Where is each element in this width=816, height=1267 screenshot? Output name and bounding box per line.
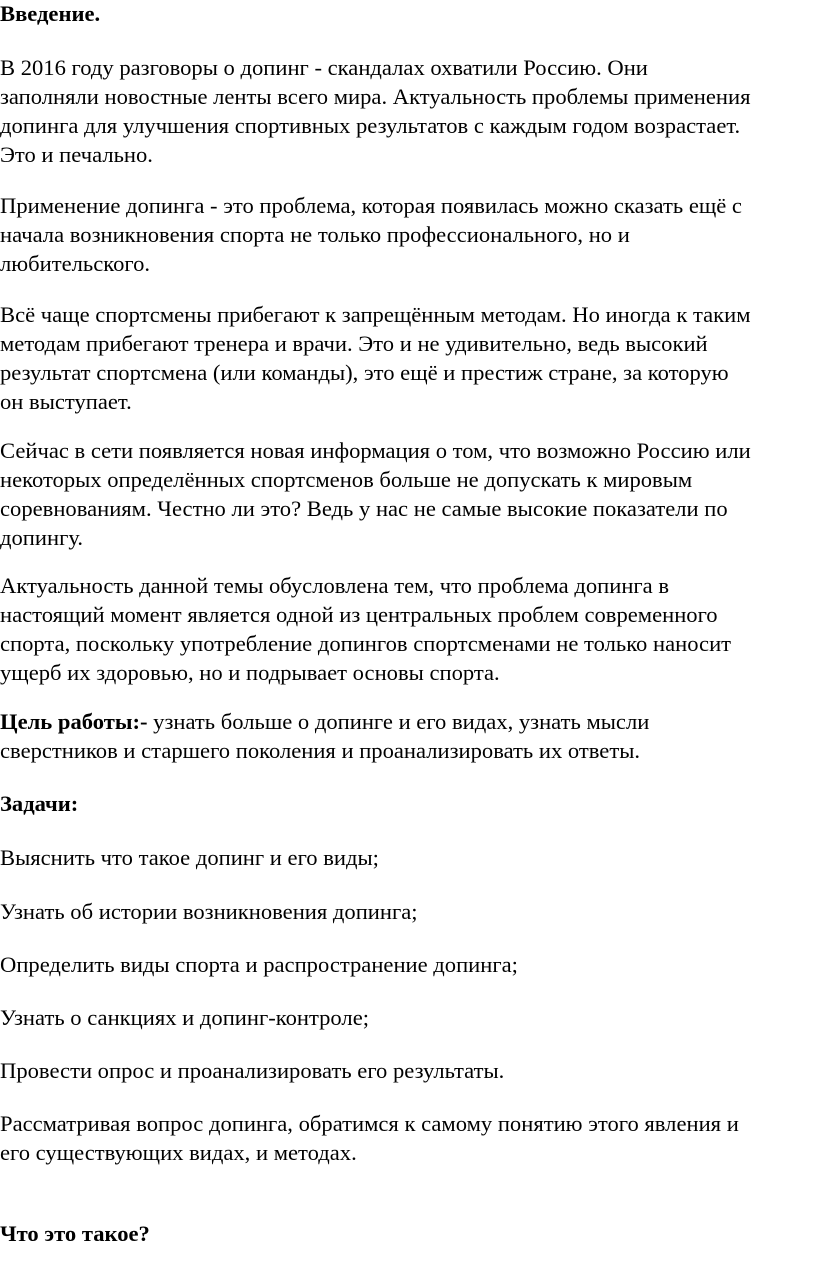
task-item: Узнать о санкциях и допинг-контроле; — [0, 1005, 370, 1030]
intro-heading: Введение. — [0, 1, 101, 26]
paragraph-line: заполняли новостные ленты всего мира. Актуальность проблемы применения — [0, 84, 751, 109]
paragraph-line: Это и печально. — [0, 142, 153, 167]
goal-line: сверстников и старшего поколения и проанализировать их ответы. — [0, 738, 641, 763]
paragraph-3 — [0, 300, 751, 416]
goal-line — [0, 707, 649, 736]
task-item: Определить виды спорта и распространение допинга; — [0, 952, 518, 977]
paragraph-line: Всё чаще спортсмены прибегают к запрещённым методам. Но иногда к таким — [0, 302, 751, 327]
paragraph-line: Применение допинга - это проблема, которая появилась можно сказать ещё с — [0, 193, 742, 218]
paragraph-4 — [0, 436, 751, 552]
task-item: Провести опрос и проанализировать его результаты. — [0, 1058, 505, 1083]
paragraph-line: его существующих видах, и методах. — [0, 1140, 357, 1165]
task-item: Узнать об истории возникновения допинга; — [0, 899, 418, 924]
paragraph-line: допингу. — [0, 525, 84, 550]
paragraph-line: методам прибегают тренера и врачи. Это и не удивительно, ведь высокий — [0, 331, 708, 356]
paragraph-line: любительского. — [0, 251, 151, 276]
paragraph-line: соревнованиям. Честно ли это? Ведь у нас не самые высокие показатели по — [0, 496, 728, 521]
paragraph-line: спорта, поскольку употребление допингов спортсменами не только наносит — [0, 631, 732, 656]
paragraph-5 — [0, 571, 731, 687]
paragraph-line: результат спортсмена (или команды), это ещё и престиж стране, за которую — [0, 360, 729, 385]
paragraph-line: В 2016 году разговоры о допинг - скандалах охватили Россию. Они — [0, 55, 648, 80]
task-item: Выяснить что такое допинг и его виды; — [0, 845, 379, 870]
paragraph-1 — [0, 53, 750, 169]
paragraph-2 — [0, 191, 742, 278]
paragraph-line: некоторых определённых спортсменов больше не допускать к мировым — [0, 467, 693, 492]
goal-paragraph — [0, 707, 649, 765]
tasks-heading: Задачи: — [0, 791, 79, 816]
paragraph-line: ущерб их здоровью, но и подрывает основы спорта. — [0, 660, 500, 685]
paragraph-line: Рассматривая вопрос допинга, обратимся к самому понятию этого явления и — [0, 1111, 739, 1136]
paragraph-line: он выступает. — [0, 389, 132, 414]
paragraph-line: Актуальность данной темы обусловлена тем, что проблема допинга в — [0, 573, 670, 598]
what-heading: Что это такое? — [0, 1221, 150, 1246]
paragraph-line: настоящий момент является одной из центральных проблем современного — [0, 602, 718, 627]
paragraph-line: начала возникновения спорта не только профессионального, но и — [0, 222, 630, 247]
goal-label: Цель работы:- — [0, 709, 148, 734]
paragraph-line: Сейчас в сети появляется новая информация о том, что возможно Россию или — [0, 438, 751, 463]
paragraph-6 — [0, 1109, 739, 1167]
paragraph-line: допинга для улучшения спортивных результатов с каждым годом возрастает. — [0, 113, 741, 138]
goal-text: узнать больше о допинге и его видах, узнать мысли — [147, 709, 650, 734]
